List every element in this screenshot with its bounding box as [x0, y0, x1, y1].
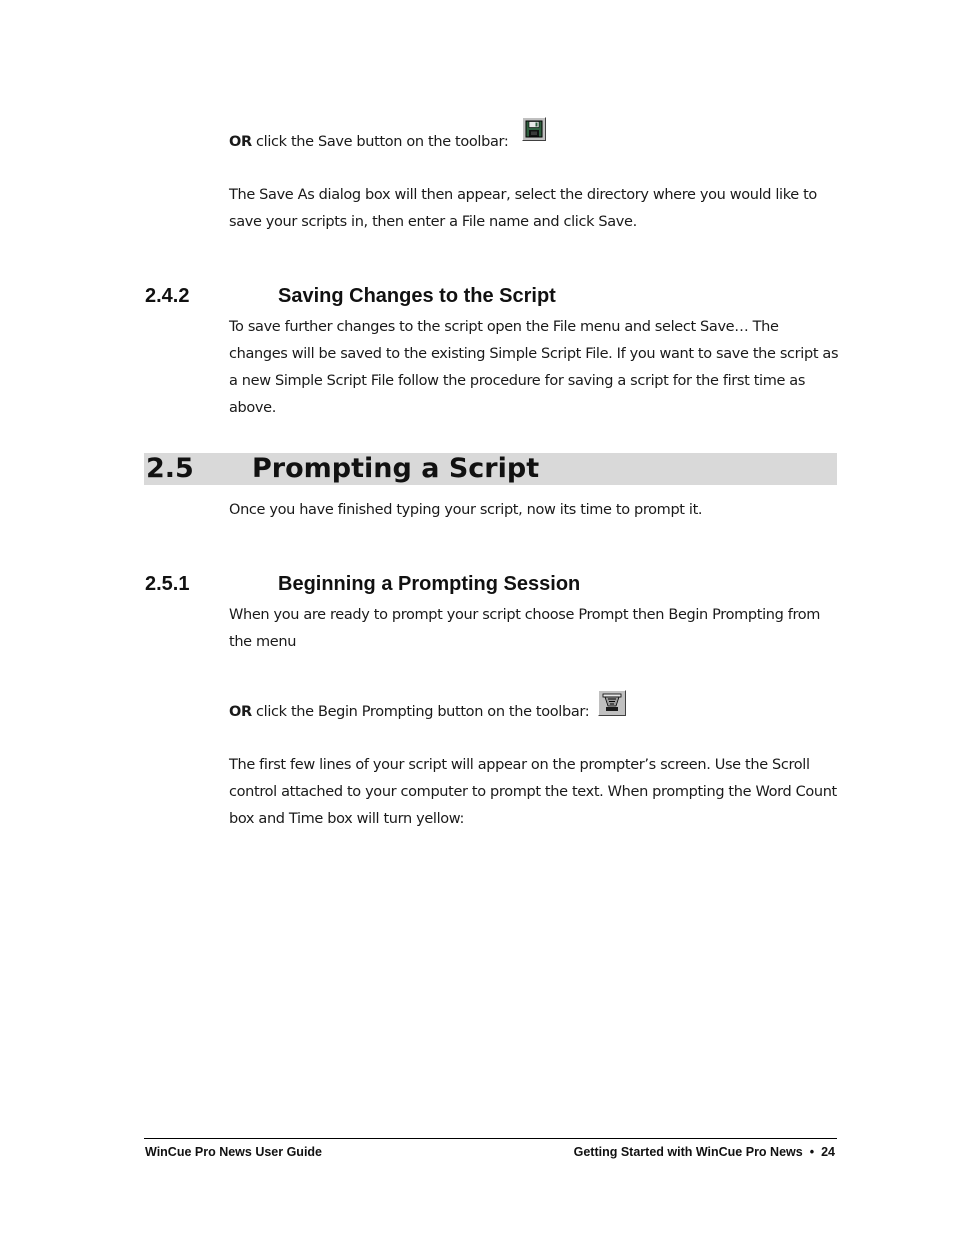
prompting-intro-paragraph: Once you have finished typing your script, now its time to prompt it. [229, 502, 703, 518]
begin-prompting-instruction [229, 699, 839, 726]
saving-changes-paragraph: To save further changes to the script open the File menu and select Save… The changes will be saved to the existing Simple Script File. If you want to save the script as a new Simple Script File follow the procedure for saving a script for the first time as above. [229, 319, 839, 416]
section-number: 2.4.2 [145, 285, 190, 307]
begin-prompting-icon [598, 690, 626, 716]
page-number: 24 [821, 1145, 835, 1159]
save-instruction-text: click the Save button on the toolbar: [251, 134, 509, 150]
section-title: Saving Changes to the Script [278, 285, 556, 307]
footer-chapter [574, 1144, 835, 1160]
section-title: Beginning a Prompting Session [278, 573, 581, 595]
footer-chapter-title: Getting Started with WinCue Pro News [573, 1145, 803, 1159]
save-as-paragraph: The Save As dialog box will then appear, select the directory where you would like to save your scripts in, then enter a File name and click Save. [229, 187, 817, 230]
footer-rule [144, 1138, 837, 1139]
section-number: 2.5 [146, 453, 194, 484]
or-label: OR [229, 704, 252, 720]
section-title: Prompting a Script [252, 453, 540, 484]
prompter-screen-paragraph: The first few lines of your script will appear on the prompter’s screen. Use the Scroll control attached to your computer to prompt the text. When prompting the Word Count box and Time box will turn yellow: [229, 757, 837, 827]
floppy-disk-icon [522, 117, 546, 141]
section-heading-2-5 [144, 453, 837, 485]
or-label: OR [229, 134, 252, 150]
footer-guide-title: WinCue Pro News User Guide [145, 1145, 323, 1159]
section-number: 2.5.1 [145, 573, 190, 595]
begin-prompting-paragraph: When you are ready to prompt your script choose Prompt then Begin Prompting from the menu [229, 607, 821, 650]
begin-prompting-instruction-text: click the Begin Prompting button on the toolbar: [251, 704, 590, 720]
footer-bullet: • [809, 1145, 815, 1159]
